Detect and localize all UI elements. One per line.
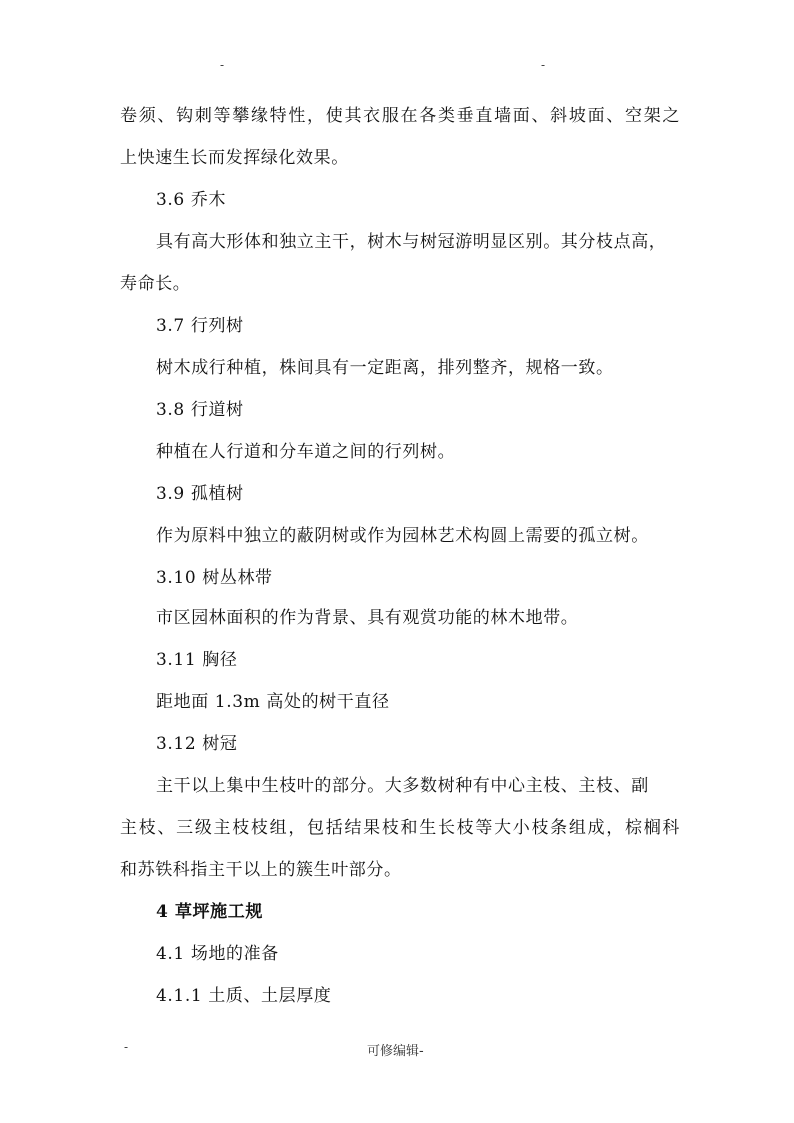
paragraph-line: 距地面 1.3m 高处的树干直径 <box>156 692 390 712</box>
chapter-heading: 4 草坪施工规 <box>156 902 263 922</box>
paragraph-line: 主干以上集中生枝叶的部分。大多数树种有中心主枝、主枝、副 <box>156 776 649 796</box>
section-heading: 4.1 场地的准备 <box>156 944 279 964</box>
footer-text: 可修编辑- <box>367 1044 424 1059</box>
paragraph-line: 市区园林面积的作为背景、具有观赏功能的林木地带。 <box>156 608 579 628</box>
paragraph-line: 寿命长。 <box>120 274 191 294</box>
header-left-mark: - <box>220 58 225 72</box>
footer-left-mark: - <box>124 1040 129 1054</box>
paragraph-line: 主枝、三级主枝枝组，包括结果枝和生长枝等大小枝条组成，棕榈科 <box>120 818 680 838</box>
paragraph-line: 和苏铁科指主干以上的簇生叶部分。 <box>120 860 402 880</box>
section-heading: 3.8 行道树 <box>156 400 244 420</box>
section-heading: 3.6 乔木 <box>156 190 227 210</box>
section-heading: 3.10 树丛林带 <box>156 568 273 588</box>
paragraph-line: 作为原料中独立的蔽阴树或作为园林艺术构圆上需要的孤立树。 <box>156 526 649 546</box>
header-right-mark: - <box>541 58 546 72</box>
section-heading: 3.7 行列树 <box>156 316 244 336</box>
section-heading: 3.9 孤植树 <box>156 484 244 504</box>
paragraph-line: 种植在人行道和分车道之间的行列树。 <box>156 442 456 462</box>
section-heading: 4.1.1 土质、土层厚度 <box>156 986 332 1006</box>
paragraph-line: 卷须、钩刺等攀缘特性，使其衣服在各类垂直墙面、斜坡面、空架之 <box>120 106 680 126</box>
section-heading: 3.11 胸径 <box>156 650 238 670</box>
paragraph-line: 具有高大形体和独立主干，树木与树冠游明显区别。其分枝点高， <box>156 232 667 252</box>
paragraph-line: 树木成行种植，株间具有一定距离，排列整齐，规格一致。 <box>156 358 614 378</box>
paragraph-line: 上快速生长而发挥绿化效果。 <box>120 148 349 168</box>
section-heading: 3.12 树冠 <box>156 734 238 754</box>
